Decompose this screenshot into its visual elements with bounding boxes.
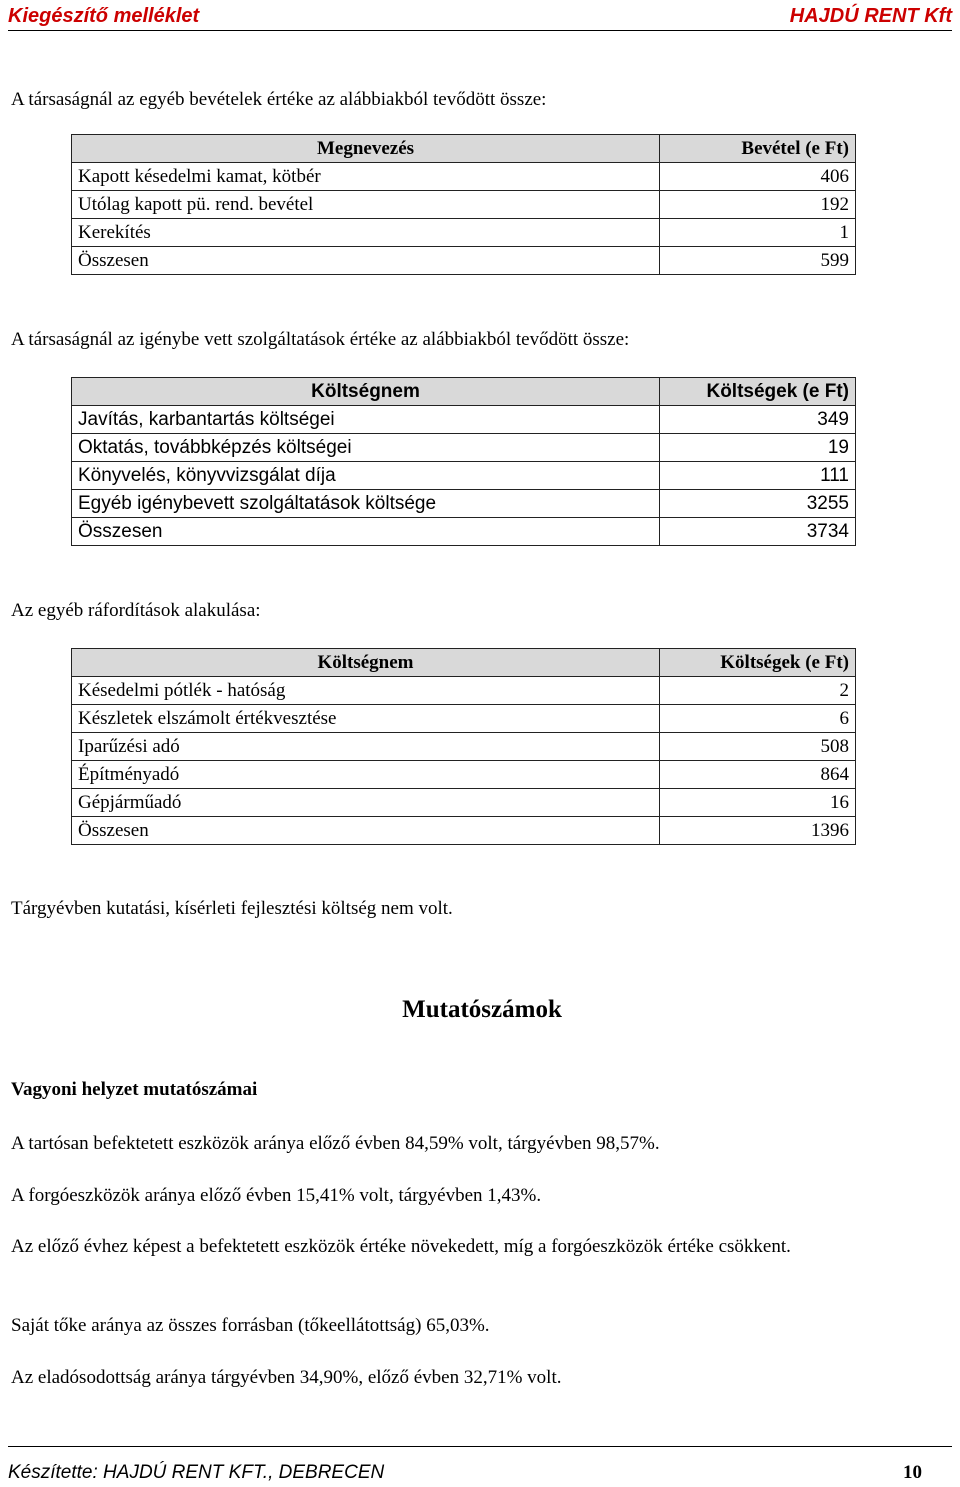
row-name: Összesen <box>72 817 660 845</box>
row-name: Gépjárműadó <box>72 789 660 817</box>
ratio-paragraph: Az előző évhez képest a befektetett eszközök értéke növekedett, míg a forgóeszközök értéke csökkent. <box>11 1236 791 1257</box>
table-row <box>72 406 856 434</box>
table-total-row <box>72 518 856 546</box>
row-value: 406 <box>660 163 856 191</box>
other-income-table <box>71 134 856 275</box>
row-name: Oktatás, továbbképzés költségei <box>72 434 660 462</box>
footer-author: Készítette: HAJDÚ RENT KFT., DEBRECEN <box>8 1462 385 1483</box>
row-value: 864 <box>660 761 856 789</box>
table-row <box>72 490 856 518</box>
row-name: Összesen <box>72 518 660 546</box>
other-expenses-table <box>71 648 856 845</box>
row-name: Javítás, karbantartás költségei <box>72 406 660 434</box>
row-value: 508 <box>660 733 856 761</box>
row-value: 16 <box>660 789 856 817</box>
row-value: 349 <box>660 406 856 434</box>
row-value: 3734 <box>660 518 856 546</box>
table-row <box>72 163 856 191</box>
intro-other-expenses: Az egyéb ráfordítások alakulása: <box>11 600 261 621</box>
ratio-paragraph: A tartósan befektetett eszközök aránya előző évben 84,59% volt, tárgyévben 98,57%. <box>11 1133 660 1154</box>
row-name: Kapott késedelmi kamat, kötbér <box>72 163 660 191</box>
table-row <box>72 789 856 817</box>
row-name: Összesen <box>72 247 660 275</box>
ratio-paragraph: A forgóeszközök aránya előző évben 15,41% volt, tárgyévben 1,43%. <box>11 1185 542 1206</box>
row-value: 192 <box>660 191 856 219</box>
column-header-name: Megnevezés <box>72 135 660 163</box>
ratio-paragraph: Az eladósodottság aránya tárgyévben 34,90%, előző évben 32,71% volt. <box>11 1367 562 1388</box>
table-row <box>72 219 856 247</box>
header-right: HAJDÚ RENT Kft <box>789 5 952 27</box>
table-total-row <box>72 817 856 845</box>
table-row <box>72 733 856 761</box>
row-name: Kerekítés <box>72 219 660 247</box>
page-footer <box>8 1446 952 1483</box>
row-name: Iparűzési adó <box>72 733 660 761</box>
table-row <box>72 434 856 462</box>
row-name: Könyvelés, könyvvizsgálat díja <box>72 462 660 490</box>
table-total-row <box>72 247 856 275</box>
row-value: 599 <box>660 247 856 275</box>
section-title: Mutatószámok <box>402 996 562 1023</box>
table-row <box>72 677 856 705</box>
row-value: 111 <box>660 462 856 490</box>
column-header-value: Bevétel (e Ft) <box>660 135 856 163</box>
table-row <box>72 705 856 733</box>
subsection-title: Vagyoni helyzet mutatószámai <box>11 1079 258 1100</box>
row-value: 2 <box>660 677 856 705</box>
table-row <box>72 191 856 219</box>
page-header <box>8 4 952 31</box>
page-number: 10 <box>903 1462 922 1483</box>
row-name: Egyéb igénybevett szolgáltatások költsége <box>72 490 660 518</box>
table-header-row <box>72 378 856 406</box>
row-value: 19 <box>660 434 856 462</box>
table-header-row <box>72 649 856 677</box>
row-name: Késedelmi pótlék - hatóság <box>72 677 660 705</box>
intro-services: A társaságnál az igénybe vett szolgáltatások értéke az alábbiakból tevődött össze: <box>11 329 630 350</box>
column-header-value: Költségek (e Ft) <box>660 378 856 406</box>
row-name: Utólag kapott pü. rend. bevétel <box>72 191 660 219</box>
header-left: Kiegészítő melléklet <box>8 5 200 27</box>
column-header-name: Költségnem <box>72 649 660 677</box>
ratio-paragraph: Saját tőke aránya az összes forrásban (tőkeellátottság) 65,03%. <box>11 1315 490 1336</box>
table-header-row <box>72 135 856 163</box>
research-note: Tárgyévben kutatási, kísérleti fejlesztési költség nem volt. <box>11 898 453 919</box>
services-table <box>71 377 856 546</box>
row-value: 1 <box>660 219 856 247</box>
intro-other-income: A társaságnál az egyéb bevételek értéke az alábbiakból tevődött össze: <box>11 89 547 110</box>
table-row <box>72 761 856 789</box>
table-row <box>72 462 856 490</box>
row-value: 6 <box>660 705 856 733</box>
row-value: 3255 <box>660 490 856 518</box>
row-name: Készletek elszámolt értékvesztése <box>72 705 660 733</box>
column-header-value: Költségek (e Ft) <box>660 649 856 677</box>
column-header-name: Költségnem <box>72 378 660 406</box>
row-value: 1396 <box>660 817 856 845</box>
row-name: Építményadó <box>72 761 660 789</box>
